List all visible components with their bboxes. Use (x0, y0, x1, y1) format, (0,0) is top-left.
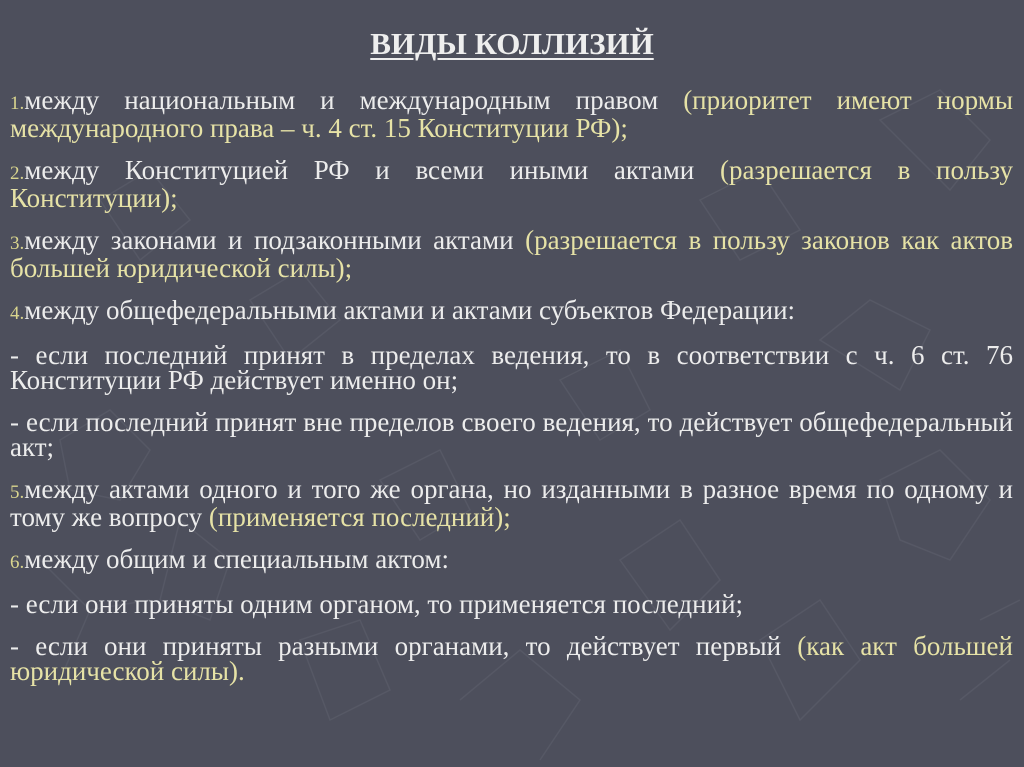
item-note: (применяется последний); (208, 502, 511, 532)
item-text: между законами и подзаконными актами (24, 225, 526, 255)
sub-item-6a (10, 589, 1013, 619)
list-item-5 (10, 474, 1013, 532)
list-item-1 (10, 85, 1013, 143)
item-text: между Конституцией РФ и всеми иными актами (24, 155, 720, 185)
item-number: 2. (10, 163, 25, 184)
item-number: 5. (10, 482, 25, 503)
item-text: - если последний принят вне пределов своего ведения, то действует общефедеральный акт; (10, 407, 1013, 462)
slide-title: ВИДЫ КОЛЛИЗИЙ (370, 26, 654, 61)
item-number: 6. (10, 552, 25, 573)
item-text: - если они приняты разными органами, то действует первый (10, 631, 798, 661)
item-note: (приоритет имеют нормы международного права – ч. 4 ст. 15 Конституции РФ); (10, 85, 1013, 143)
item-note: (как акт большей юридической силы). (10, 631, 1013, 686)
item-note: (разрешается в пользу законов как актов большей юридической силы); (10, 225, 1013, 283)
list-item-6 (10, 544, 1013, 575)
item-note: (разрешается в пользу Конституции); (10, 155, 1013, 213)
collision-list (10, 85, 1013, 701)
item-number: 4. (10, 303, 25, 324)
sub-item-6b (10, 631, 1013, 686)
item-number: 3. (10, 233, 25, 254)
item-text: между национальным и международным правом (24, 85, 684, 115)
item-text: между общим и специальным актом: (24, 544, 449, 574)
list-item-2 (10, 155, 1013, 213)
item-text: между актами одного и того же органа, но изданными в разное время по одному и тому же вопросу (10, 474, 1013, 532)
list-item-3 (10, 225, 1013, 283)
sub-item-4a (10, 340, 1013, 395)
item-text: - если они приняты одним органом, то применяется последний; (10, 589, 744, 619)
list-item-4 (10, 295, 1013, 326)
item-text: - если последний принят в пределах ведения, то в соответствии с ч. 6 ст. 76 Конституции РФ действует именно он; (10, 340, 1013, 395)
item-text: между общефедеральными актами и актами субъектов Федерации: (24, 295, 796, 325)
sub-item-4b (10, 407, 1013, 462)
item-number: 1. (10, 93, 25, 114)
